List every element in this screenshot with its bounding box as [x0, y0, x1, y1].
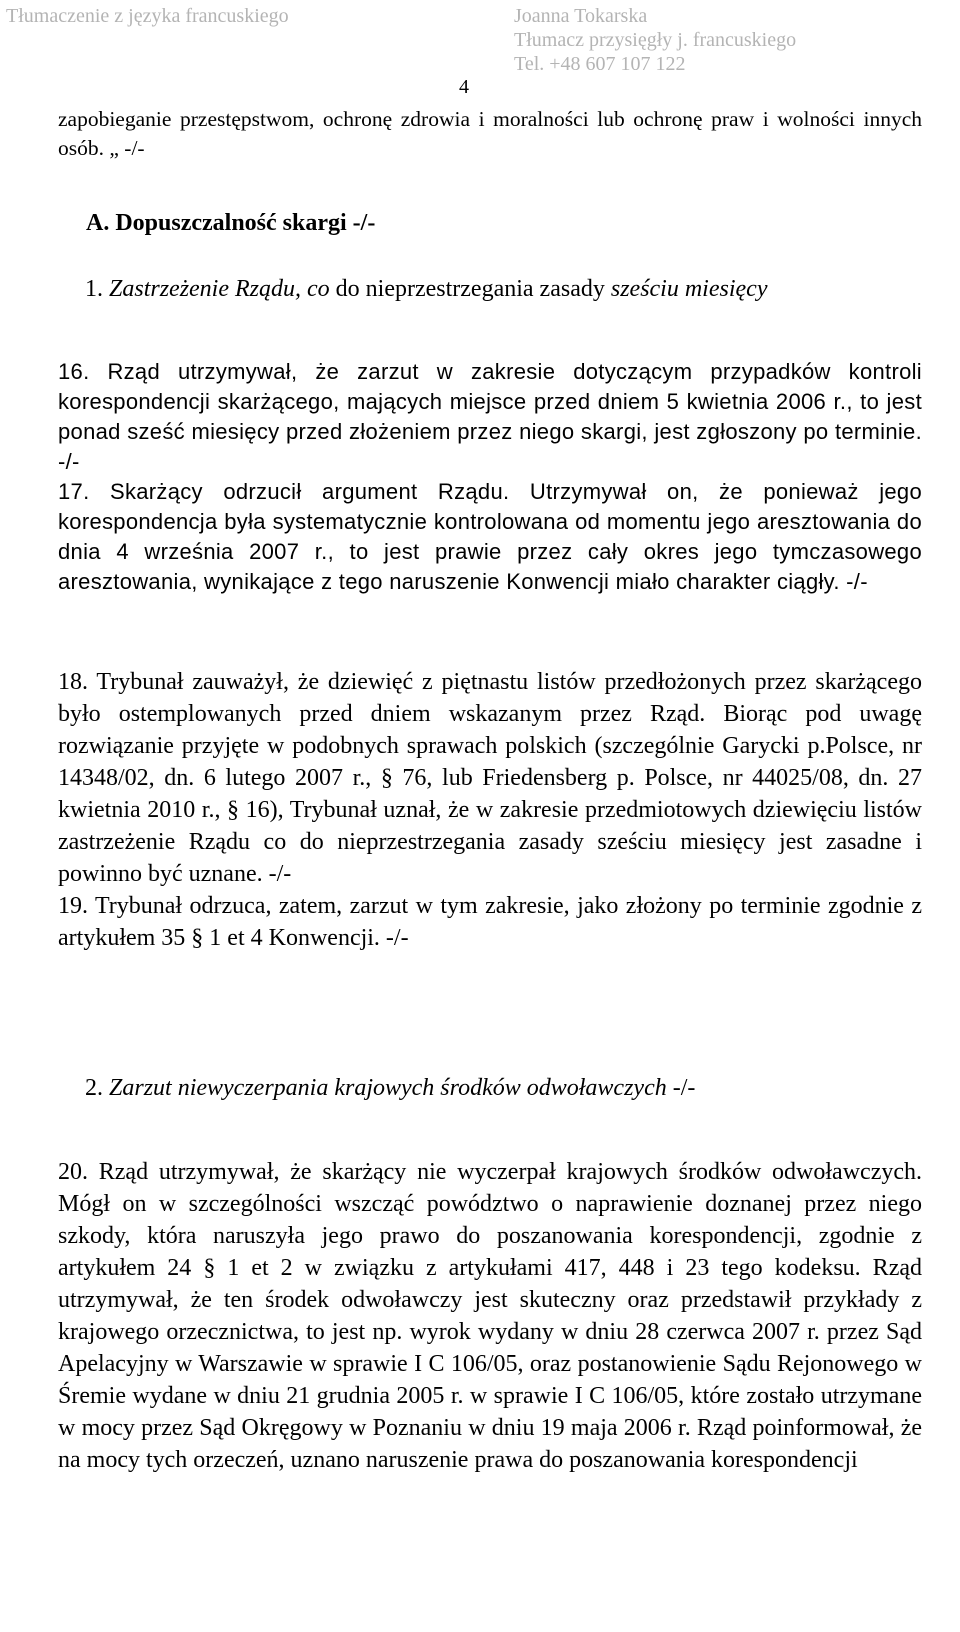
translator-name: Joanna Tokarska	[514, 5, 648, 27]
subsection-1-heading	[85, 276, 767, 303]
paragraph-19: 19. Trybunał odrzuca, zatem, zarzut w tym zakresie, jako złożony po terminie zgodnie z artykułem 35 § 1 et 4 Konwencji. -/-	[58, 893, 922, 951]
subsection-1-italic-a: Zastrzeżenie Rządu, co	[109, 276, 330, 302]
subsection-2-tail: -/-	[666, 1075, 696, 1101]
paragraph-16: 16. Rząd utrzymywał, że zarzut w zakresie dotyczącym przypadków kontroli korespondencji skarżącego, mających miejsce przed dniem 5 kwietnia 2006 r., to jest ponad sześć miesięcy przed złożeniem przez niego skargi, jest zgłoszony po terminie. -/-	[58, 359, 922, 474]
subsection-1-plain: do nieprzestrzegania zasady	[329, 276, 611, 302]
section-a-heading: A. Dopuszczalność skargi -/-	[86, 210, 376, 236]
translator-title: Tłumacz przysięgły j. francuskiego	[514, 29, 797, 51]
paragraph-20: 20. Rząd utrzymywał, że skarżący nie wyczerpał krajowych środków odwoławczych. Mógł on w szczególności wszcząć powództwo o naprawienie doznanej przez niego szkody, która naruszyła jego prawo do poszanowania korespondencji, zgodnie z artykułem 24 § 1 et 2 w związku z artykułami 417, 448 i 23 tego kodeksu. Rząd utrzymywał, że ten środek odwoławczy jest skuteczny oraz przedstawił przykłady z krajowego orzecznictwa, to jest np. wyrok wydany w dniu 28 czerwca 2007 r. przez Sąd Apelacyjny w Warszawie w sprawie I C 106/05, oraz postanowienie Sądu Rejonowego w Śremie wydane w dniu 21 grudnia 2005 r. w sprawie I C 106/05, które zostało utrzymane w mocy przez Sąd Okręgowy w Poznaniu w dniu 19 maja 2006 r. Rząd poinformował, że na mocy tych orzeczeń, uznano naruszenie prawa do poszanowania korespondencji	[58, 1159, 922, 1473]
intro-paragraph: zapobieganie przestępstwom, ochronę zdrowia i moralności lub ochronę praw i wolności innych osób. „ -/-	[58, 107, 922, 160]
subsection-1-number: 1.	[85, 276, 109, 302]
paragraph-18: 18. Trybunał zauważył, że dziewięć z piętnastu listów przedłożonych przez skarżącego było ostemplowanych przed dniem wskazanym przez Rząd. Biorąc pod uwagę rozwiązanie przyjęte w podobnych sprawach polskich (szczególnie Garycki p.Polsce, nr 14348/02, dn. 6 lutego 2007 r., § 76, lub Friedensberg p. Polsce, nr 44025/08, dn. 27 kwietnia 2010 r., § 16), Trybunał uznał, że w zakresie przedmiotowych dziewięciu listów zastrzeżenie Rządu co do nieprzestrzegania zasady sześciu miesięcy jest zasadne i powinno być uznane. -/-	[58, 669, 922, 887]
subsection-2-italic: Zarzut niewyczerpania krajowych środków odwoławczych	[109, 1075, 667, 1101]
subsection-1-italic-b: sześciu miesięcy	[610, 276, 768, 302]
page-number: 4	[459, 76, 469, 98]
serif-paragraphs	[58, 666, 922, 954]
subsection-2-number: 2.	[85, 1075, 109, 1101]
translator-phone: Tel. +48 607 107 122	[514, 53, 686, 75]
translator-header-right	[514, 4, 796, 76]
translator-header-left: Tłumaczenie z języka francuskiego	[6, 5, 289, 27]
sans-paragraphs	[58, 357, 922, 597]
paragraph-17: 17. Skarżący odrzucił argument Rządu. Utrzymywał on, że ponieważ jego korespondencja była systematycznie kontrolowana od momentu jego aresztowania do dnia 4 września 2007 r., to jest prawie przez cały okres jego tymczasowego aresztowania, wynikające z tego naruszenie Konwencji miało charakter ciągły. -/-	[58, 479, 922, 594]
subsection-2-heading	[85, 1075, 695, 1102]
